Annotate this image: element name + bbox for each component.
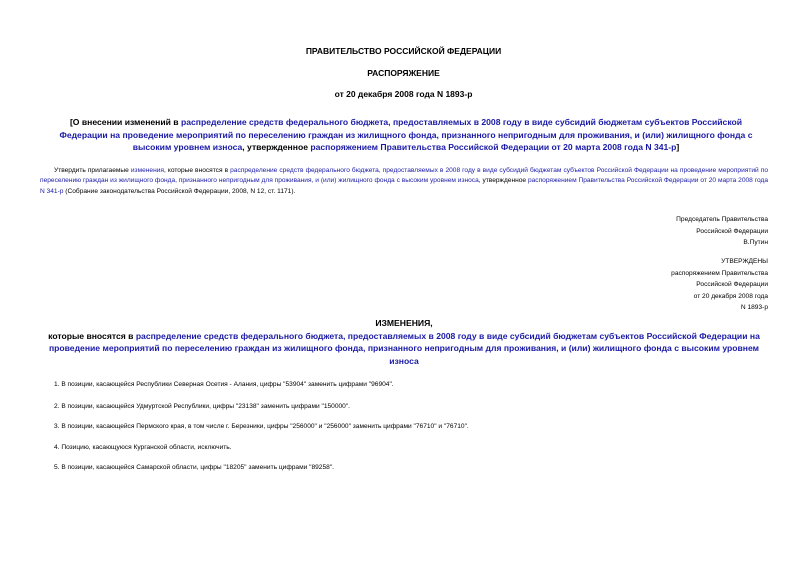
body-text-3: , утвержденное (478, 177, 528, 185)
title-mid: , утвержденное (242, 142, 311, 152)
changes-subheading (40, 330, 768, 368)
change-item-5: 5. В позиции, касающейся Самарской области, цифры "18205" заменить цифрами "89258". (54, 464, 334, 471)
approval-line-4: от 20 декабря 2008 года (693, 292, 768, 300)
order-paragraph (40, 166, 768, 197)
approval-line-2: распоряжением Правительства (671, 269, 768, 277)
changes-heading: ИЗМЕНЕНИЯ, (375, 318, 433, 328)
body-text-1: Утвердить прилагаемые (54, 167, 131, 174)
changes-title (40, 317, 768, 367)
title-link-order[interactable]: распоряжением Правительства Российской Федерации от 20 марта 2008 года N 341-р (310, 142, 677, 152)
changes-link-distribution[interactable]: распределение средств федерального бюджета, предоставляемых в 2008 году в виде субсидий бюджетам субъектов Российской Федерации на проведение мероприятий по переселению граждан из жилищного фонда, признанного непригодным для проживания, и (или) жилищного фонда с высоким уровнем износа (48, 330, 760, 366)
document-date-number: от 20 декабря 2008 года N 1893-р (334, 89, 473, 99)
title-open: [О внесении изменений в (69, 117, 181, 127)
changes-prefix: которые вносятся в (48, 330, 136, 341)
signature-line-3: В.Путин (743, 239, 768, 247)
signature-block (468, 214, 768, 249)
title-close: ] (676, 142, 680, 152)
signature-line-2: Российской Федерации (696, 227, 768, 235)
body-text-4: (Собрание законодательства Российской Федерации, 2008, N 12, ст. 1171). (63, 187, 296, 195)
approval-line-3: Российской Федерации (696, 281, 768, 289)
change-item-2: 2. В позиции, касающейся Удмуртской Республики, цифры "23138" заменить цифрами "150000". (54, 403, 351, 410)
document-type-heading: РАСПОРЯЖЕНИЕ (367, 68, 440, 78)
body-link-distribution[interactable]: распределение средств федерального бюджета, предоставляемых в 2008 году в виде субсидий бюджетам субъектов Российской Федерации на проведение мероприятий по переселению граждан из жилищного фонда, признанного непригодным для проживания, и (или) жилищного фонда с высоким уровнем износа (40, 167, 768, 185)
body-link-changes[interactable]: изменения (130, 167, 164, 174)
change-item-1: 1. В позиции, касающейся Республики Северная Осетия - Алания, цифры "53904" заменить цифрами "96904". (54, 381, 394, 388)
approval-block (468, 256, 768, 314)
approval-line-1: УТВЕРЖДЕНЫ (721, 258, 768, 265)
change-item-4: 4. Позицию, касающуюся Курганской области, исключить. (54, 444, 232, 451)
body-link-order[interactable]: распоряжением Правительства Российской Федерации от 20 марта 2008 года N 341-р (40, 177, 768, 195)
change-item-3: 3. В позиции, касающейся Пермского края, в том числе г. Березники, цифры "256000" и "256000" заменить цифрами "76710" и "76710". (54, 423, 469, 430)
government-heading: ПРАВИТЕЛЬСТВО РОССИЙСКОЙ ФЕДЕРАЦИИ (305, 46, 502, 56)
document-title (50, 116, 762, 154)
signature-line-1: Председатель Правительства (676, 216, 768, 223)
title-link-distribution[interactable]: распределение средств федерального бюджета, предоставляемых в 2008 году в виде субсидий бюджетам субъектов Российской Федерации на проведение мероприятий по переселению граждан из жилищного фонда, признанного непригодным для проживания, и (или) жилищного фонда с высоким уровнем износа (59, 117, 753, 152)
body-text-2: , которые вносятся в (163, 167, 231, 174)
approval-line-5: N 1893-р (740, 304, 768, 312)
